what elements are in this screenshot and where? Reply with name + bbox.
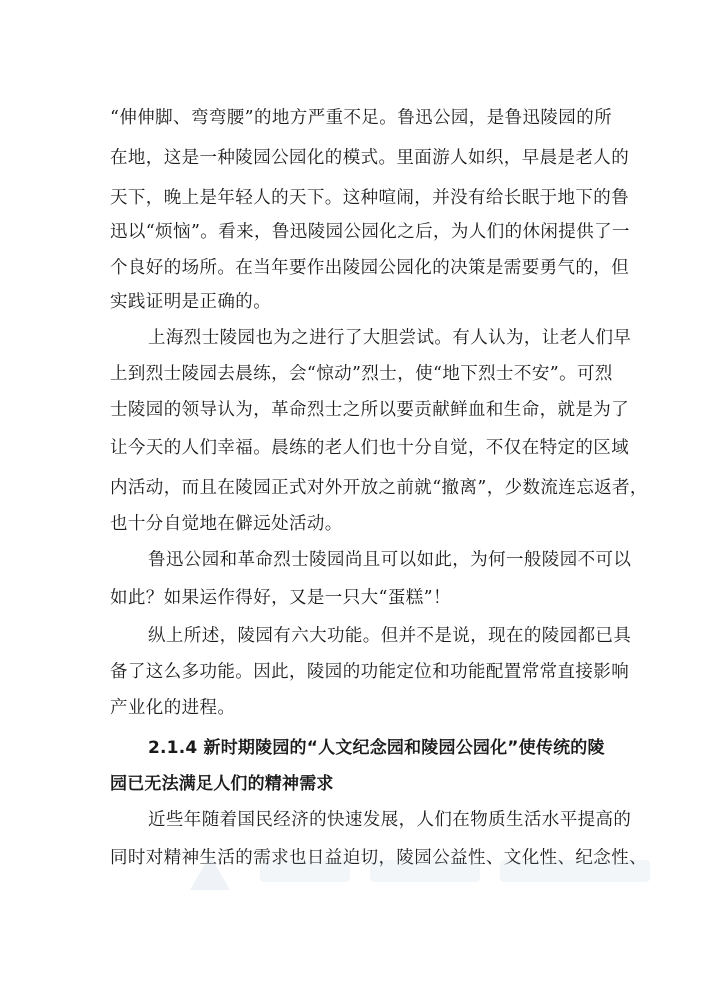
paragraph-2-line-6: 也十分自觉地在僻远处活动。 [110, 514, 343, 534]
section-heading-line-1: 2.1.4 新时期陵园的“人文纪念园和陵园公园化”使传统的陵 [148, 738, 605, 758]
watermark-graphic [170, 835, 690, 905]
paragraph-4-line-3: 产业化的进程。 [110, 698, 236, 718]
paragraph-2-line-4: 让今天的人们幸福。晨练的老人们也十分自觉，不仅在特定的区域 [110, 438, 630, 458]
paragraph-1-line-2: 在地，这是一种陵园公园化的模式。里面游人如织，早晨是老人的 [110, 148, 630, 168]
paragraph-3-line-1: 鲁迅公园和革命烈士陵园尚且可以如此，为何一般陵园不可以 [148, 550, 632, 570]
paragraph-2-line-3: 士陵园的领导认为，革命烈士之所以要贡献鲜血和生命，就是为了 [110, 400, 630, 420]
paragraph-1-line-6: 实践证明是正确的。 [110, 292, 272, 312]
paragraph-1-line-1: “伸伸脚、弯弯腰”的地方严重不足。鲁迅公园，是鲁迅陵园的所 [110, 108, 612, 128]
paragraph-2-line-2: 上到烈士陵园去晨练，会“惊动”烈士，使“地下烈士不安”。可烈 [110, 364, 613, 384]
paragraph-1-line-4: 迅以“烦恼”。看来，鲁迅陵园公园化之后，为人们的休闲提供了一 [110, 222, 630, 242]
closing-paragraph-line-1: 近些年随着国民经济的快速发展，人们在物质生活水平提高的 [148, 810, 632, 830]
section-heading-line-2: 园已无法满足人们的精神需求 [110, 774, 334, 794]
paragraph-4-line-1: 纵上所述，陵园有六大功能。但并不是说，现在的陵园都已具 [148, 626, 632, 646]
paragraph-1-line-3: 天下，晚上是年轻人的天下。这种喧闹，并没有给长眠于地下的鲁 [110, 188, 630, 208]
paragraph-2-line-5: 内活动，而且在陵园正式对外开放之前就“撤离”，少数流连忘返者， [110, 478, 648, 498]
paragraph-2-line-1: 上海烈士陵园也为之进行了大胆尝试。有人认为，让老人们早 [148, 328, 632, 348]
closing-paragraph-line-2: 同时对精神生活的需求也日益迫切，陵园公益性、文化性、纪念性、 [110, 848, 647, 868]
paragraph-1-line-5: 个良好的场所。在当年要作出陵园公园化的决策是需要勇气的，但 [110, 258, 630, 278]
paragraph-4-line-2: 备了这么多功能。因此，陵园的功能定位和功能配置常常直接影响 [110, 662, 630, 682]
paragraph-3-line-2: 如此？如果运作得好，又是一只大“蛋糕”！ [110, 588, 451, 608]
